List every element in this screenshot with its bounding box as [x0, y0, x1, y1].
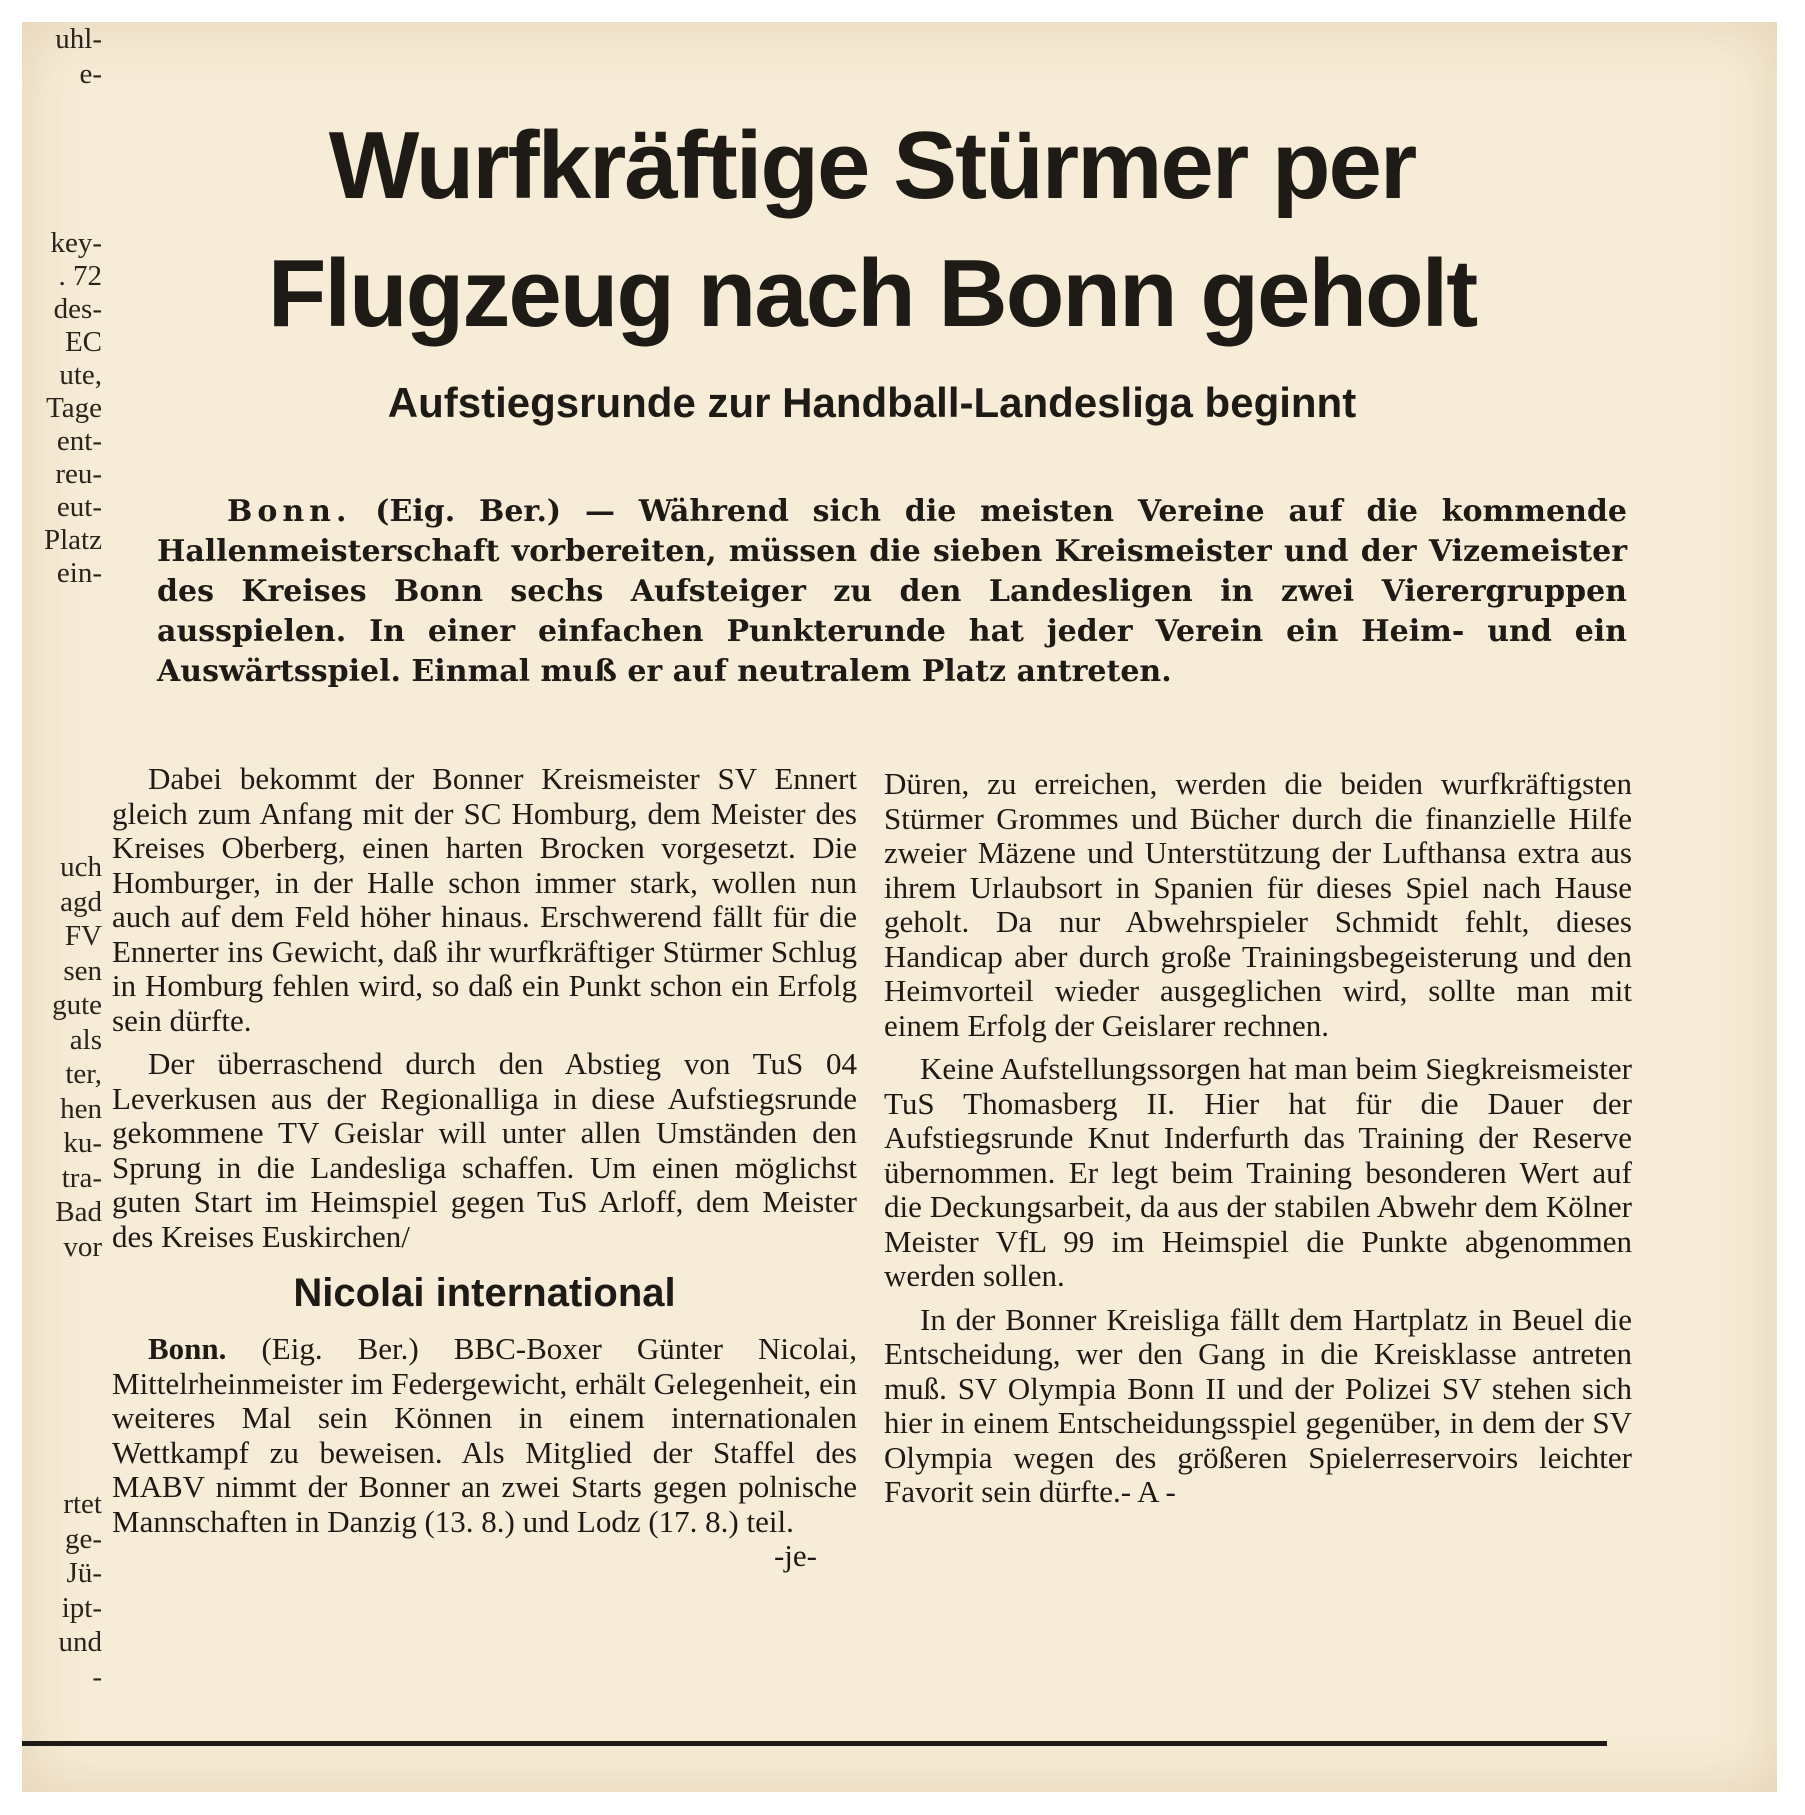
fragment-line: sen — [63, 954, 102, 987]
headline-line-1: Wurfkräftige Stürmer per — [328, 112, 1416, 219]
article-paragraph: Keine Aufstellungssorgen hat man beim Siegkreismeister TuS Thomasberg II. Hier hat für die Dauer der Aufstiegsrunde Knut Inderfurth das Training der Reserve übernommen. Er legt beim Training besonderen Wert auf die Deckungsarbeit, da aus der stabilen Abwehr dem Kölner Meister VfL 99 im Heimspiel die Punkte abgenommen werden sollen. — [884, 1051, 1632, 1293]
fragment-line: . 72 — [58, 260, 102, 292]
fragment-line: ent- — [56, 425, 102, 457]
fragment-group-2 — [44, 227, 102, 590]
bottom-rule — [22, 1741, 1607, 1746]
article-column-2 — [884, 767, 1632, 1519]
fragment-line: Bad — [55, 1196, 102, 1228]
fragment-line: uhl- — [55, 23, 102, 55]
fragment-line: und — [58, 1626, 102, 1658]
fragment-line: agd — [60, 885, 102, 918]
headline-line-2: Flugzeug nach Bonn geholt — [267, 240, 1477, 347]
fragment-line: FV — [64, 920, 102, 952]
fragment-line: - — [92, 1660, 102, 1693]
article-paragraph: Dabei bekommt der Bonner Kreismeister SV Ennert gleich zum Anfang mit der SC Homburg, dem Meister des Kreises Oberberg, einen harten Brocken vorgesetzt. Die Homburger, in der Halle schon immer stark, wollen nun auch auf dem Feld höher hinaus. Erschwerend fällt für die Ennerter ins Gewicht, daß ihr wurfkräftiger Stürmer Schlug in Homburg fehlen wird, so daß ein Punkt schon ein Erfolg sein dürfte. — [112, 761, 857, 1038]
fragment-line: Platz — [44, 524, 102, 556]
fragment-line: ein- — [56, 557, 102, 589]
fragment-line: ter, — [65, 1058, 102, 1090]
adjacent-column-fragment — [22, 22, 108, 1792]
fragment-line: eut- — [56, 491, 102, 523]
fragment-line: ute, — [59, 359, 102, 391]
fragment-line: ge- — [64, 1522, 102, 1555]
fragment-line: ipt- — [61, 1591, 102, 1624]
fragment-line: key- — [50, 227, 102, 259]
fragment-line: uch — [60, 851, 102, 883]
fragment-group-3 — [52, 850, 102, 1264]
fragment-line: Tage — [46, 392, 102, 424]
secondary-article-title: Nicolai international — [293, 1271, 676, 1315]
fragment-line: reu- — [55, 458, 102, 490]
fragment-line: vor — [63, 1230, 102, 1263]
fragment-line: tra- — [61, 1161, 102, 1194]
author-signature: -je- — [773, 1538, 817, 1573]
secondary-dateline: Bonn. — [148, 1331, 227, 1366]
subheadline: Aufstiegsrunde zur Handball-Landesliga beginnt — [387, 379, 1357, 426]
lead-text: (Eig. Ber.) — Während sich die meisten Vereine auf die kommende Hallenmeisterschaft vorbereiten, müssen die sieben Kreismeister und der Vizemeister des Kreises Bonn sechs Aufsteiger zu den Landesligen in zwei Vierergruppen ausspielen. In einer einfachen Punkterunde hat jeder Verein ein Heim- und ein Auswärtsspiel. Einmal muß er auf neutralem Platz antreten. — [157, 494, 1627, 689]
fragment-line: gute — [52, 989, 102, 1021]
article-paragraph: Der überraschend durch den Abstieg von TuS 04 Leverkusen aus der Regionalliga in diese Aufstiegsrunde gekommene TV Geislar will unter allen Umständen den Sprung in die Landesliga schaffen. Um einen möglichst guten Start im Heimspiel gegen TuS Arloff, dem Meister des Kreises Euskirchen/ — [112, 1046, 857, 1254]
fragment-group-1 — [55, 22, 102, 92]
lead-paragraph — [157, 492, 1627, 692]
newspaper-clipping — [22, 22, 1777, 1792]
fragment-line: rtet — [63, 1488, 102, 1520]
fragment-line: des- — [53, 293, 102, 325]
fragment-line: als — [69, 1023, 102, 1056]
fragment-line: EC — [64, 326, 102, 358]
secondary-article-paragraph — [112, 1331, 857, 1573]
fragment-line: hen — [60, 1092, 102, 1125]
headline — [142, 102, 1602, 358]
article-paragraph: Düren, zu erreichen, werden die beiden wurfkräftigsten Stürmer Grommes und Bücher durch die finanzielle Hilfe zweier Mäzene und Unterstützung der Lufthansa extra aus ihrem Urlaubsort in Spanien für dieses Spiel nach Hause geholt. Da nur Abwehrspieler Schmidt fehlt, dieses Handicap aber durch große Trainingsbegeisterung und den Heimvorteil wieder ausgeglichen wird, sollte man mit einem Erfolg der Geislarer rechnen. — [884, 766, 1632, 1043]
fragment-group-4 — [59, 1487, 103, 1694]
article-column-1 — [112, 762, 857, 1574]
lead-dateline: Bonn. — [227, 494, 352, 529]
fragment-line: e- — [79, 58, 102, 90]
secondary-article-text: (Eig. Ber.) BBC-Boxer Günter Nicolai, Mittelrheinmeister im Federgewicht, erhält Gelegenheit, ein weiteres Mal sein Können in einem internationalen Wettkampf zu beweisen. Als Mitglied der Staffel des MABV nimmt der Bonner an zwei Starts gegen polnische Mannschaften in Danzig (13. 8.) und Lodz (17. 8.) teil. — [112, 1331, 857, 1539]
fragment-line: Jü- — [66, 1557, 102, 1589]
fragment-line: ku- — [63, 1127, 102, 1159]
article-paragraph: In der Bonner Kreisliga fällt dem Hartplatz in Beuel die Entscheidung, wer den Gang in die Kreisklasse antreten muß. SV Olympia Bonn II und der Polizei SV stehen sich hier in einem Entscheidungsspiel gegenüber, in dem der SV Olympia wegen des größeren Spielerreservoirs leichter Favorit sein dürfte.- A - — [884, 1301, 1632, 1509]
